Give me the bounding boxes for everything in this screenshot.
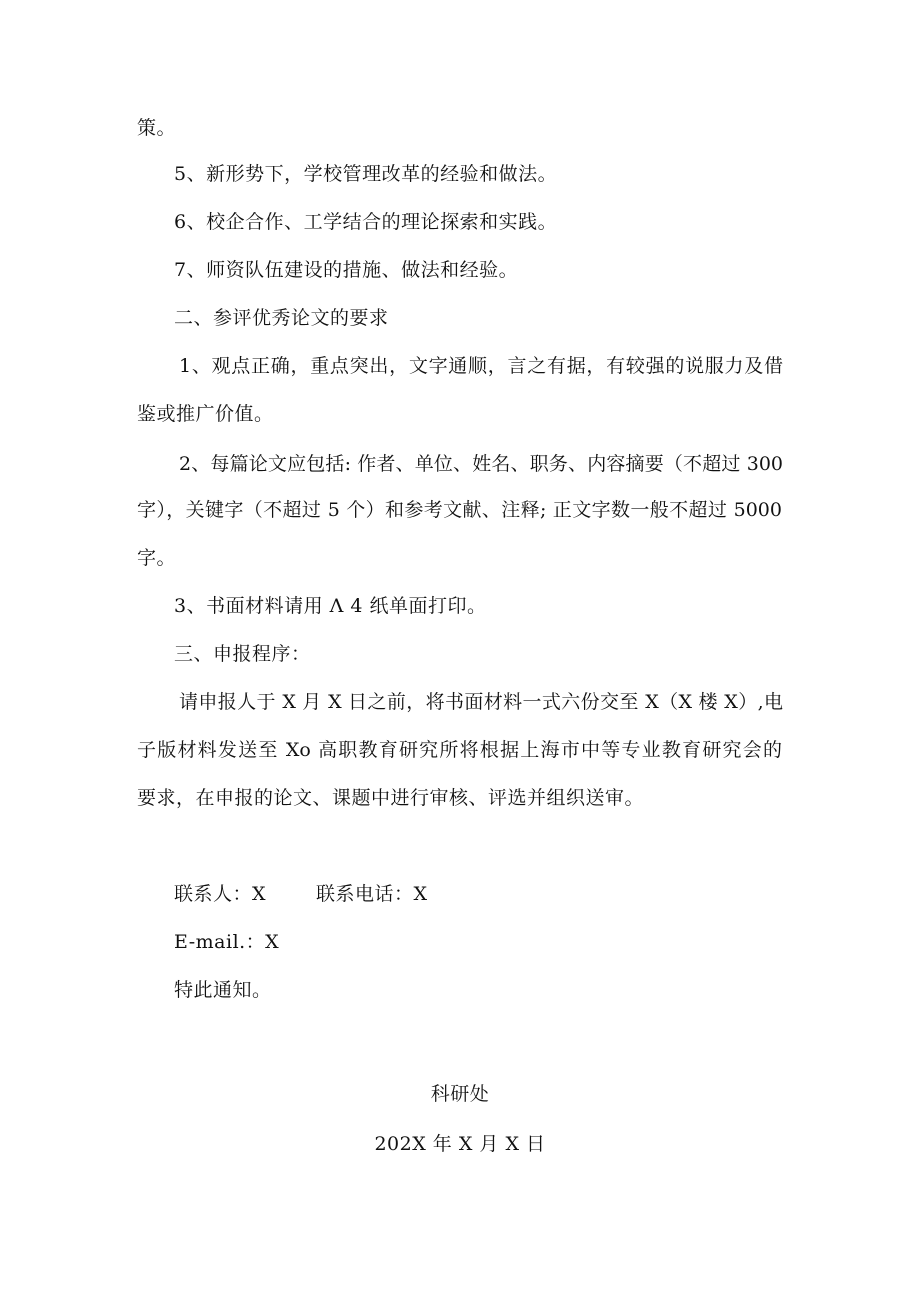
list-item-6: 6、校企合作、工学结合的理论探索和实践。 [174,211,558,233]
requirement-2-line-2: 字），关键字（不超过 5 个）和参考文献、注释; 正文字数一般不超过 5000 [137,499,782,521]
procedure-line-3: 要求，在申报的论文、课题中进行审核、评选并组织送审。 [137,787,645,809]
contact-email: E-mail.：X [174,931,280,953]
list-item-7: 7、师资队伍建设的措施、做法和经验。 [174,259,519,281]
signature-organization: 科研处 [430,1083,490,1105]
closing-remark: 特此通知。 [174,979,272,1001]
contact-person: 联系人：X [174,883,267,905]
procedure-line-1: 请申报人于 X 月 X 日之前，将书面材料一式六份交至 X（X 楼 X）,电 [179,691,783,713]
requirement-2-line-1: 2、每篇论文应包括: 作者、单位、姓名、职务、内容摘要（不超过 300 [179,453,783,475]
requirement-2-line-3: 字。 [137,547,177,569]
contact-row [174,881,428,907]
section-heading-2: 二、参评优秀论文的要求 [174,307,389,329]
contact-phone: 联系电话：X [316,883,428,905]
requirement-1-line-1: 1、观点正确，重点突出，文字通顺，言之有据，有较强的说服力及借 [179,355,783,377]
procedure-line-2: 子版材料发送至 Xo 高职教育研究所将根据上海市中等专业教育研究会的 [137,739,782,761]
list-item-5: 5、新形势下，学校管理改革的经验和做法。 [174,163,558,185]
section-heading-3: 三、申报程序： [174,643,311,665]
requirement-3: 3、书面材料请用 Λ 4 纸单面打印。 [174,595,487,617]
signature-date: 202X 年 X 月 X 日 [374,1133,546,1155]
paragraph-fragment: 策。 [137,117,177,139]
requirement-1-line-2: 鉴或推广价值。 [137,403,274,425]
